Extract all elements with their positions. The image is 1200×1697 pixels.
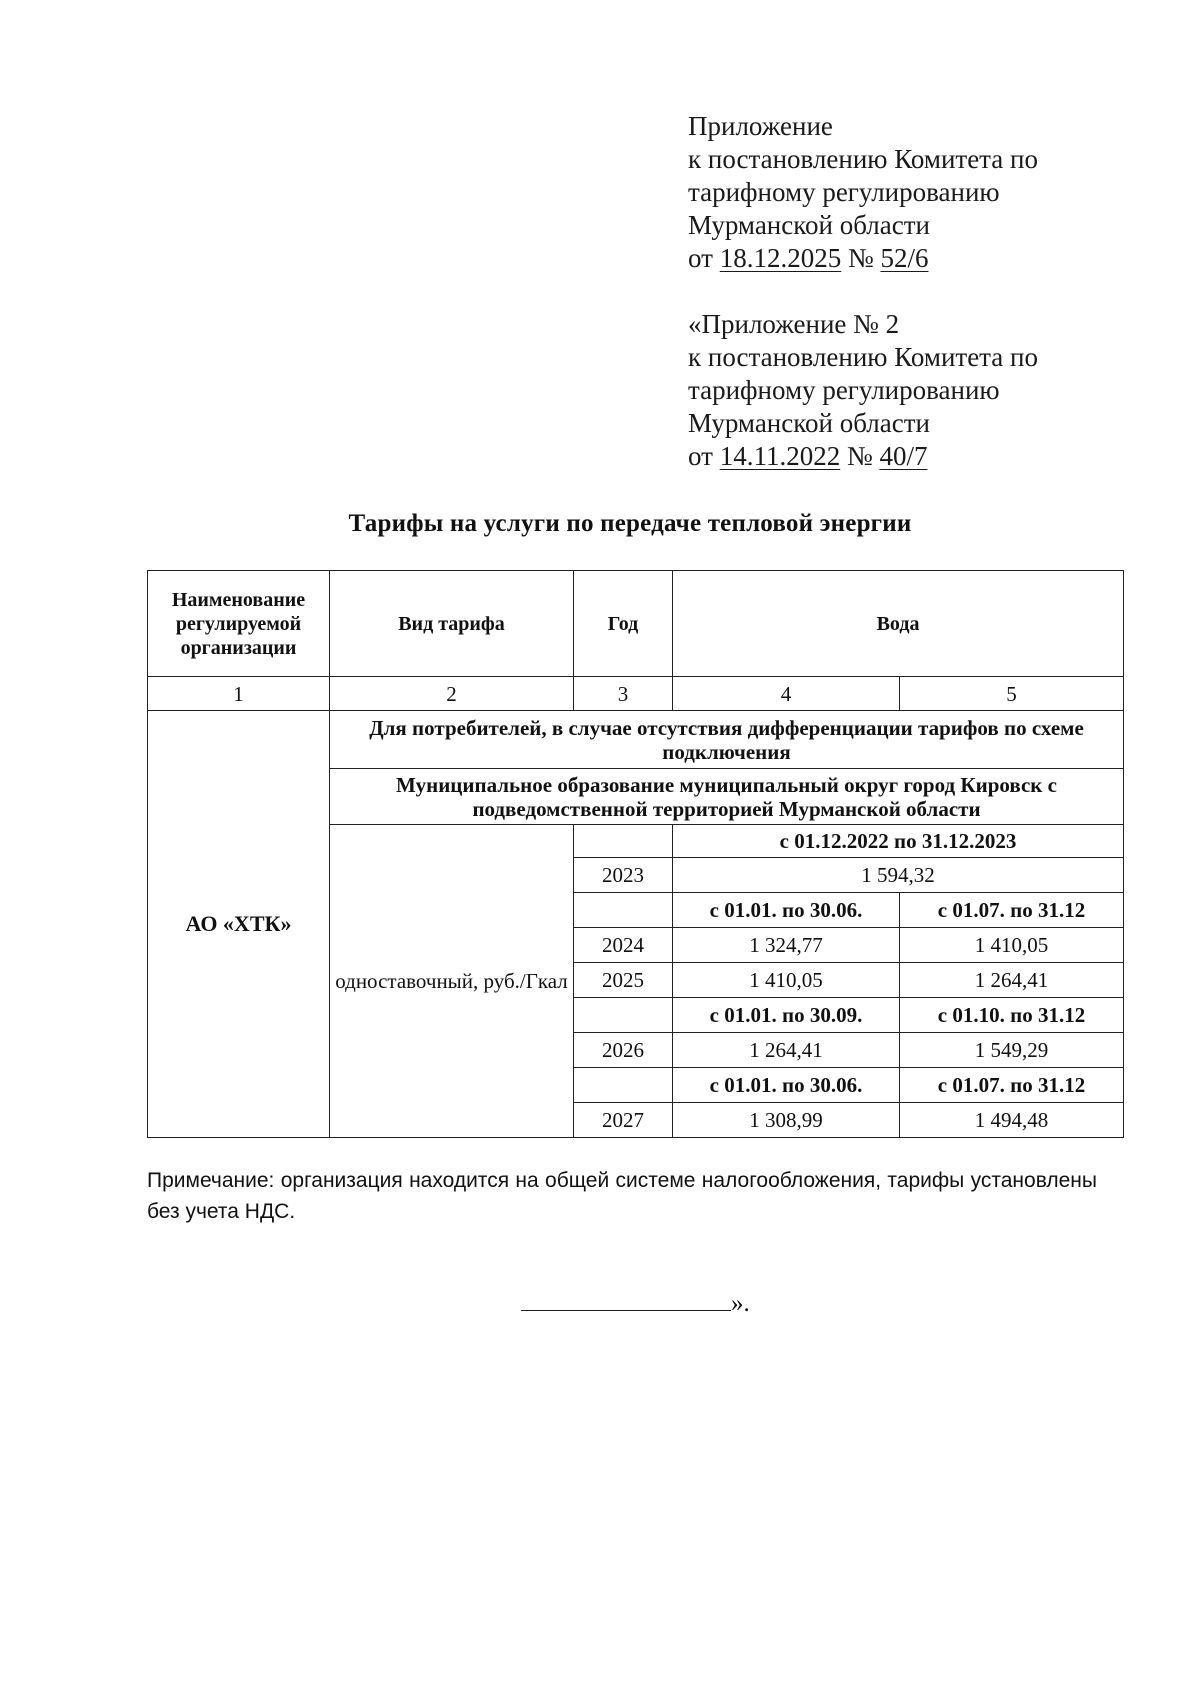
column-number: 2 xyxy=(330,677,574,711)
date-prefix: от xyxy=(688,243,713,273)
column-numbers-row xyxy=(148,677,1124,711)
period-second-half: с 01.07. по 31.12 xyxy=(900,1068,1124,1103)
year-empty xyxy=(574,825,673,858)
appendix-original-header xyxy=(688,308,1038,473)
document-title: Тарифы на услуги по передаче тепловой энергии xyxy=(348,510,912,537)
value-cell: 1 410,05 xyxy=(900,928,1124,963)
appendix-original-line1: «Приложение № 2 xyxy=(688,309,900,339)
closing-quote: ». xyxy=(731,1290,750,1317)
header-tariff-type: Вид тарифа xyxy=(330,571,574,677)
number-sign: № xyxy=(846,441,873,471)
appendix-original-line2: к постановлению Комитета по xyxy=(688,342,1038,372)
year-cell: 2024 xyxy=(574,928,673,963)
year-empty xyxy=(574,1068,673,1103)
value-cell: 1 264,41 xyxy=(673,1033,900,1068)
year-cell: 2026 xyxy=(574,1033,673,1068)
tariff-table xyxy=(147,570,1124,1138)
consumer-group: Для потребителей, в случае отсутствия дифференциации тарифов по схеме подключения xyxy=(330,711,1124,769)
note: Примечание: организация находится на общей системе налогообложения, тарифы установлены без учета НДС. xyxy=(147,1169,1097,1223)
period-2023: с 01.12.2022 по 31.12.2023 xyxy=(673,825,1124,858)
resolution-number: 52/6 xyxy=(880,243,929,273)
date-prefix: от xyxy=(688,441,713,471)
appendix-original-line4: Мурманской области xyxy=(688,408,930,438)
year-empty xyxy=(574,998,673,1033)
value-cell: 1 324,77 xyxy=(673,928,900,963)
header-water: Вода xyxy=(673,571,1124,677)
appendix-original-date-line xyxy=(688,440,1038,473)
column-number: 3 xyxy=(574,677,673,711)
value-cell: 1 494,48 xyxy=(900,1103,1124,1138)
resolution-date: 14.11.2022 xyxy=(719,441,841,471)
tariff-type: одноставочный, руб./Гкал xyxy=(330,825,574,1138)
period-second: с 01.10. по 31.12 xyxy=(900,998,1124,1033)
closing-rule xyxy=(521,1290,731,1311)
organization-name: АО «ХТК» xyxy=(148,711,330,1138)
appendix-current-line2: к постановлению Комитета по xyxy=(688,144,1038,174)
value-cell: 1 308,99 xyxy=(673,1103,900,1138)
resolution-number: 40/7 xyxy=(879,441,928,471)
table-header-row xyxy=(148,571,1124,677)
period-first-half: с 01.01. по 30.06. xyxy=(673,1068,900,1103)
appendix-current-header xyxy=(688,110,1038,275)
period-second-half: с 01.07. по 31.12 xyxy=(900,893,1124,928)
value-cell: 1 264,41 xyxy=(900,963,1124,998)
value-cell: 1 410,05 xyxy=(673,963,900,998)
closing-mark xyxy=(521,1290,750,1318)
header-year: Год xyxy=(574,571,673,677)
municipality: Муниципальное образование муниципальный округ город Кировск с подведомственной территорией Мурманской области xyxy=(330,769,1124,825)
consumer-group-row xyxy=(148,711,1124,769)
year-cell: 2027 xyxy=(574,1103,673,1138)
period-first: с 01.01. по 30.09. xyxy=(673,998,900,1033)
value-cell: 1 549,29 xyxy=(900,1033,1124,1068)
appendix-current-date-line xyxy=(688,242,1038,275)
year-empty xyxy=(574,893,673,928)
appendix-original-line3: тарифному регулированию xyxy=(688,375,1000,405)
header-org: Наименование регулируемой организации xyxy=(148,571,330,677)
appendix-current-line1: Приложение xyxy=(688,111,833,141)
year-cell: 2025 xyxy=(574,963,673,998)
year-cell: 2023 xyxy=(574,858,673,893)
appendix-current-line4: Мурманской области xyxy=(688,210,930,240)
column-number: 1 xyxy=(148,677,330,711)
resolution-date: 18.12.2025 xyxy=(719,243,842,273)
period-first-half: с 01.01. по 30.06. xyxy=(673,893,900,928)
number-sign: № xyxy=(847,243,874,273)
column-number: 4 xyxy=(673,677,900,711)
appendix-current-line3: тарифному регулированию xyxy=(688,177,1000,207)
column-number: 5 xyxy=(900,677,1124,711)
value-cell: 1 594,32 xyxy=(673,858,1124,893)
